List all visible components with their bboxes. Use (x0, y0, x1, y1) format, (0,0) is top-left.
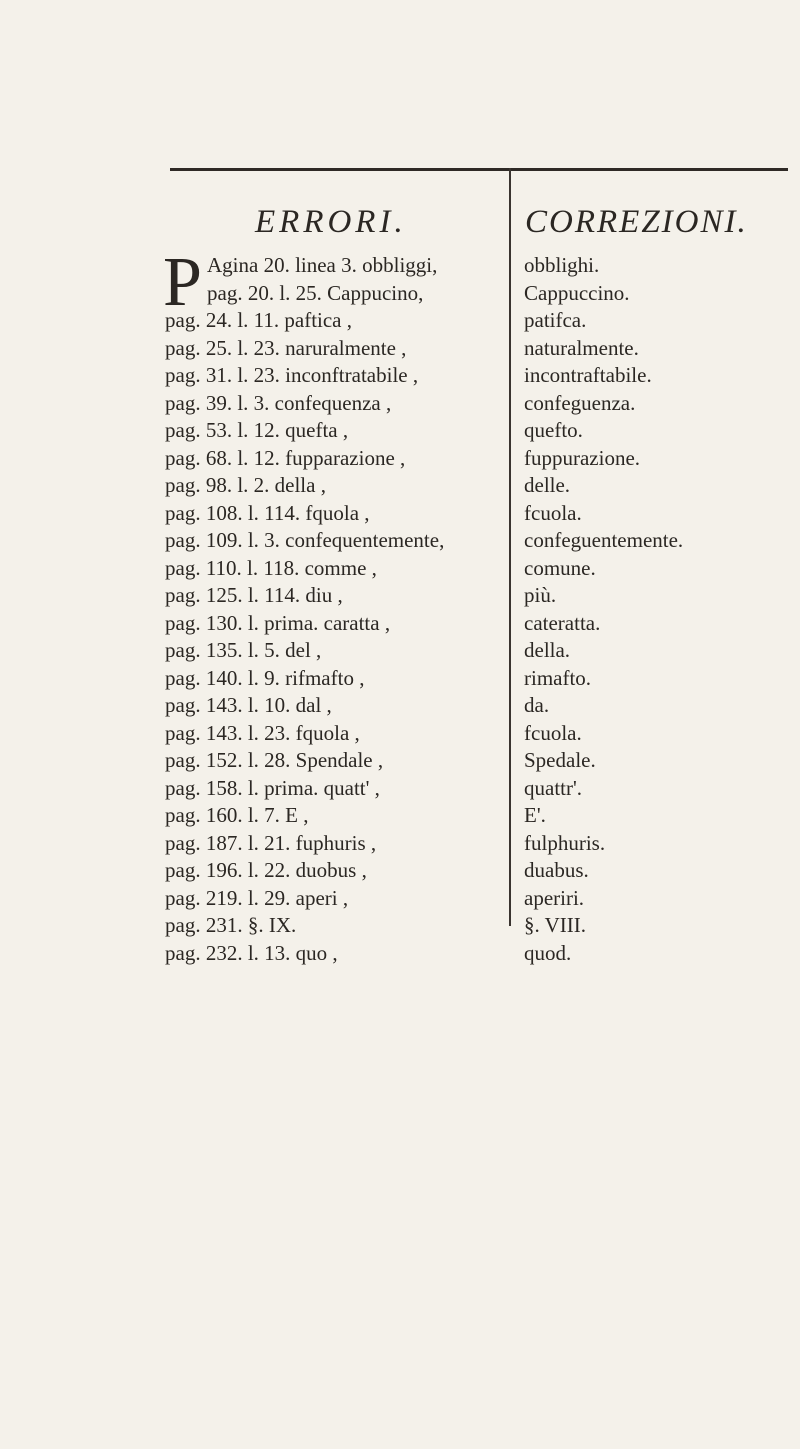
errata-entry: pag. 143. l. 10. dal , (165, 693, 332, 717)
errata-entry: pag. 25. l. 23. naruralmente , (165, 335, 407, 360)
correction-entry: E'. (524, 803, 546, 827)
correction-entry: obblighi. (524, 253, 600, 277)
correction-entry: §. VIII. (524, 913, 587, 937)
errata-entry: Agina 20. linea 3. obbliggi, (207, 253, 438, 277)
errata-entry: pag. 68. l. 12. fupparazione , (165, 445, 406, 470)
correction-entry: incontraftabile. (524, 363, 652, 387)
errata-entry: pag. 219. l. 29. aperi , (165, 885, 349, 910)
errata-entry: pag. 140. l. 9. rifmafto , (165, 665, 365, 690)
correction-entry: fcuola. (524, 720, 582, 745)
errata-entry: pag. 231. §. IX. (165, 913, 297, 937)
errata-entry: pag. 232. l. 13. quo , (165, 940, 338, 965)
correction-entry: fcuola. (524, 500, 582, 525)
errata-entry: pag. 110. l. 118. comme , (165, 555, 377, 580)
correction-entry: confeguentemente. (524, 528, 684, 552)
correction-entry: aperiri. (524, 885, 585, 910)
correction-entry: Spedale. (524, 748, 596, 772)
correction-entry: confeguenza. (524, 390, 636, 415)
errors-heading: ERRORI. (255, 204, 407, 240)
errors-column (163, 244, 505, 967)
correction-entry: duabus. (524, 858, 589, 882)
errata-entry: pag. 53. l. 12. quefta , (165, 418, 349, 442)
errata-entry: pag. 125. l. 114. diu , (165, 583, 343, 607)
errata-entry: pag. 20. l. 25. Cappucino, (207, 280, 424, 305)
top-rule (170, 168, 788, 171)
errata-entry: pag. 24. l. 11. paftica , (165, 308, 353, 332)
correction-entry: quefto. (524, 418, 583, 442)
column-divider (509, 168, 511, 926)
correction-entry: cateratta. (524, 610, 601, 635)
correction-entry: rimafto. (524, 665, 592, 690)
correction-entry: fulphuris. (524, 830, 606, 855)
correction-entry: delle. (524, 473, 571, 497)
drop-cap: P (163, 244, 202, 321)
correction-entry: più. (524, 583, 557, 607)
errata-entry: pag. 108. l. 114. fquola , (165, 500, 370, 525)
correction-entry: quod. (524, 940, 572, 965)
errata-entry: pag. 130. l. prima. caratta , (165, 610, 391, 635)
errata-entry: pag. 158. l. prima. quatt' , (165, 775, 380, 800)
errata-entry: pag. 135. l. 5. del , (165, 638, 322, 662)
errata-entry: pag. 109. l. 3. confequentemente, (165, 528, 445, 552)
correction-entry: Cappuccino. (524, 280, 630, 305)
errata-entry: pag. 152. l. 28. Spendale , (165, 748, 384, 772)
correction-entry: naturalmente. (524, 335, 639, 360)
correction-entry: quattr'. (524, 775, 583, 800)
errata-entry: pag. 31. l. 23. inconftratabile , (165, 363, 419, 387)
corrections-heading: CORREZIONI. (525, 204, 748, 240)
errata-entry: pag. 39. l. 3. confequenza , (165, 390, 392, 415)
correction-entry: della. (524, 638, 571, 662)
errata-entry: pag. 98. l. 2. della , (165, 473, 326, 497)
errata-entry: pag. 160. l. 7. E , (165, 803, 309, 827)
errata-entry: pag. 187. l. 21. fuphuris , (165, 830, 377, 855)
errata-entry: pag. 143. l. 23. fquola , (165, 720, 360, 745)
corrections-column (524, 252, 784, 967)
correction-entry: patifca. (524, 308, 587, 332)
correction-entry: da. (524, 693, 550, 717)
correction-entry: fuppurazione. (524, 445, 641, 470)
correction-entry: comune. (524, 555, 596, 580)
errata-entry: pag. 196. l. 22. duobus , (165, 858, 367, 882)
